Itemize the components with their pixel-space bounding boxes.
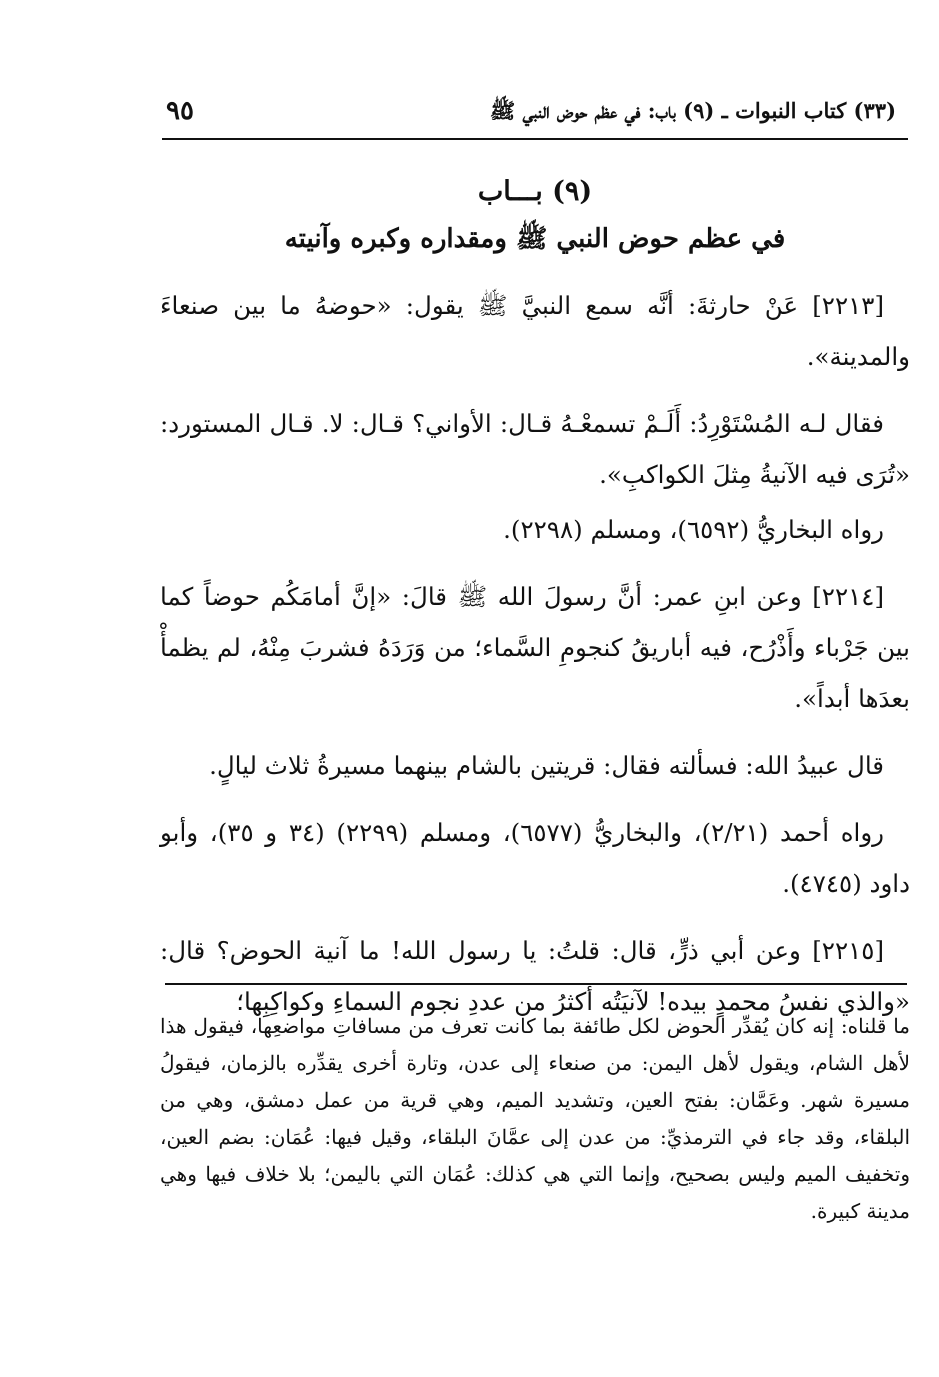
footnote bbox=[160, 1008, 910, 1230]
main-text bbox=[160, 170, 910, 1043]
page-header bbox=[162, 88, 908, 140]
hadith-2215: [٢٢١٥] وعن أبي ذرٍّ، قال: قلتُ: يا رسول الله! ما آنية الحوض؟ قال: «والذي نفسُ محمدٍ بيده! لآنيَتُه أكثرُ من عددِ نجوم السماءِ وكواكِبِها؛ bbox=[160, 936, 910, 1016]
footnote-divider bbox=[165, 983, 907, 985]
hadith-2214-sources: رواه أحمد (٢/٢١)، والبخاريُّ (٦٥٧٧)، ومسلم (٢٢٩٩) (٣٤ و ٣٥)، وأبو داود (٤٧٤٥). bbox=[160, 818, 910, 898]
hadith-2214: [٢٢١٤] وعن ابنِ عمر: أنَّ رسولَ الله ﷺ قالَ: «إنَّ أمامَكُم حوضاً كما بين جَرْباء وأَذْرُح، فيه أباريقُ كنجومِ السَّماء؛ من وَرَدَهُ فشربَ مِنْهُ، لم يظمأْ بعدَها أبداً». bbox=[160, 582, 910, 713]
footnote-text: ما قلناه: إنه كان يُقدِّر الحوض لكل طائفة بما كانت تعرف من مسافاتِ مواضعِها، فيقول هذا لأهل الشام، ويقول لأهل اليمن: من صنعاء إلى عدن، وتارة أخرى يقدِّره بالزمان، فيقولُ مسيرة شهر. وعَمَّان: بفتح العين، وتشديد الميم، وهي قرية من عمل دمشق، وهي من البلقاء، وقد جاء في الترمذيِّ: من عدن إلى عمَّانَ البلقاء، وقيل فيها: عُمَان: بضم العين، وتخفيف الميم وليس بصحيح، وإنما التي هي كذلك: عُمَان التي باليمن؛ بلا خلاف فيها وهي مدينة كبيرة. bbox=[160, 1014, 910, 1223]
hadith-2214-note: قال عبيدُ الله: فسألته فقال: قريتين بالشام بينهما مسيرةُ ثلاث ليالٍ. bbox=[209, 751, 884, 780]
hadith-2213-sources: رواه البخاريُّ (٦٥٩٢)، ومسلم (٢٢٩٨). bbox=[503, 515, 884, 544]
chapter-title: (٩) بـــاب bbox=[477, 176, 593, 207]
page-number: ٩٥ bbox=[166, 96, 194, 126]
hadith-2213-continuation: فقال لـه المُسْتَوْرِدُ: أَلَـمْ تسمعْـهُ قـال: الأواني؟ قـال: لا. قـال المستورد: «تُرَى فيه الآنيةُ مِثلَ الكواكبِ». bbox=[160, 409, 910, 489]
running-head: (٣٣) كتاب النبوات ـ (٩) باب: في عظم حوض النبي ﷺ bbox=[489, 98, 896, 123]
chapter-subtitle: في عظم حوض النبي ﷺ ومقداره وكبره وآنيته bbox=[284, 224, 786, 254]
hadith-2213: [٢٢١٣] عَنْ حارثةَ: أنَّه سمع النبيَّ ﷺ يقول: «حوضهُ ما بين صنعاءَ والمدينة». bbox=[160, 291, 910, 371]
